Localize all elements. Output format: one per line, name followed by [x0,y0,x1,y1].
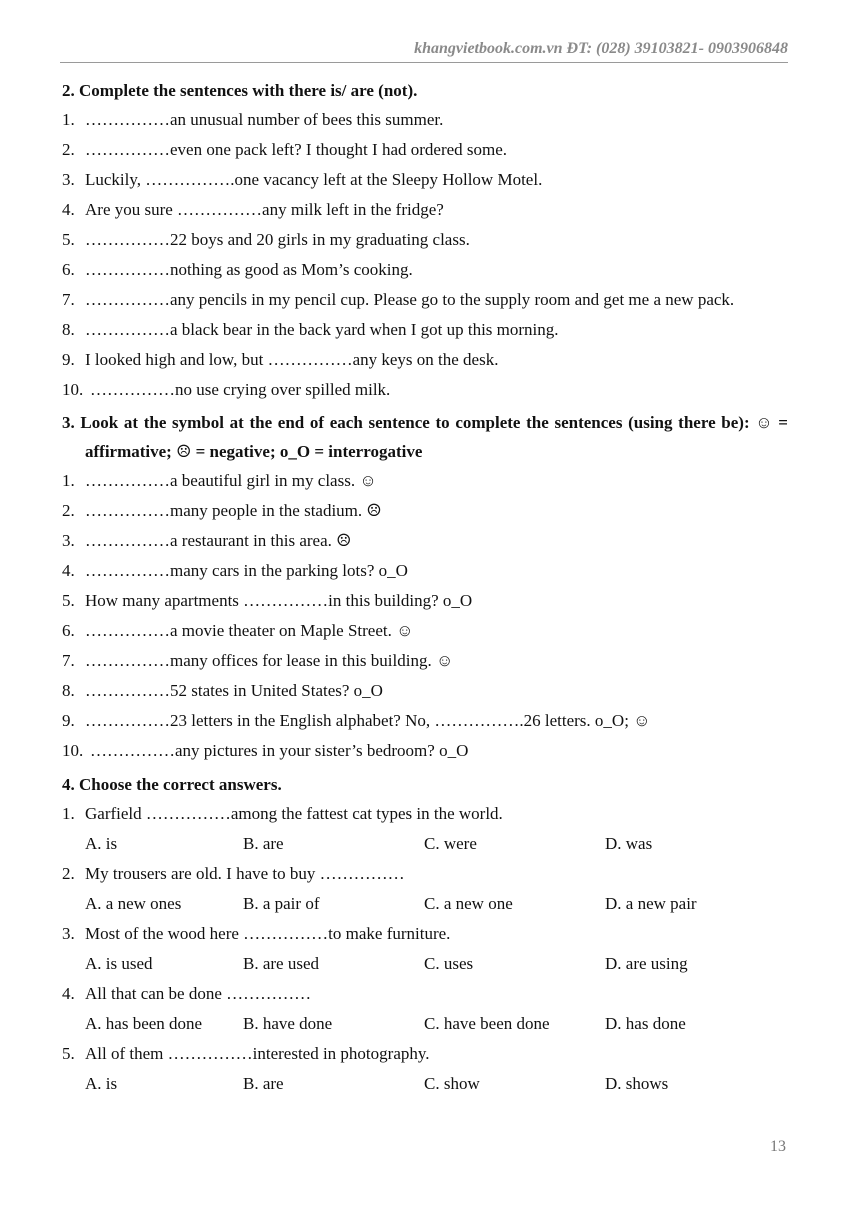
page-number: 13 [770,1138,786,1155]
list-item: 6. ……………nothing as good as Mom’s cooking. [62,260,413,279]
option-d: D. a new pair [605,894,697,913]
option-b: B. are [243,834,284,853]
question: 2. My trousers are old. I have to buy …………… [62,864,405,883]
option-a: A. a new ones [85,894,182,913]
option-a: A. is used [85,954,153,973]
worksheet-content [62,76,788,1099]
option-b: B. are [243,1074,284,1093]
list-item: 3. Luckily, …………….one vacancy left at the Sleepy Hollow Motel. [62,170,543,189]
list-item: 9. I looked high and low, but ……………any keys on the desk. [62,350,499,369]
option-b: B. are used [243,954,320,973]
option-a: A. is [85,834,118,853]
list-item: 8. ……………a black bear in the back yard when I got up this morning. [62,320,559,339]
question: 3. Most of the wood here ……………to make furniture. [62,924,451,943]
list-item: 3. ……………a restaurant in this area. ☹ [62,531,352,550]
section-2-list [62,105,788,405]
option-b: B. have done [243,1014,333,1033]
answer-options [62,1009,788,1039]
option-c: C. a new one [424,894,513,913]
option-d: D. has done [605,1014,686,1033]
list-item: 2. ……………even one pack left? I thought I had ordered some. [62,140,508,159]
answer-options [62,1069,788,1099]
list-item: 7. ……………many offices for lease in this building. ☺ [62,651,454,670]
list-item: 9. ……………23 letters in the English alphabet? No, …………….26 letters. o_O; ☺ [62,711,651,730]
section-4-title: 4. Choose the correct answers. [62,775,282,794]
section-3-title: 3. Look at the symbol at the end of each sentence to complete the sentences (using there be): ☺ = affirmative; ☹ = negative; o_O = interrogative [62,413,788,461]
list-item: 7. ……………any pencils in my pencil cup. Please go to the supply room and get me a new pack. [62,290,735,309]
question: 4. All that can be done …………… [62,984,312,1003]
section-2-title: 2. Complete the sentences with there is/ are (not). [62,81,418,100]
page-header [60,40,788,63]
option-c: C. have been done [424,1014,550,1033]
answer-options [62,949,788,979]
section-4-questions [62,799,788,1099]
option-d: D. was [605,834,653,853]
answer-options [62,829,788,859]
list-item: 5. How many apartments ……………in this building? o_O [62,591,473,610]
option-d: D. shows [605,1074,669,1093]
list-item: 6. ……………a movie theater on Maple Street. ☺ [62,621,414,640]
answer-options [62,889,788,919]
option-a: A. has been done [85,1014,203,1033]
option-c: C. uses [424,954,474,973]
option-a: A. is [85,1074,118,1093]
list-item: 4. Are you sure ……………any milk left in the fridge? [62,200,444,219]
list-item: 2. ……………many people in the stadium. ☹ [62,501,382,520]
option-c: C. show [424,1074,480,1093]
list-item: 4. ……………many cars in the parking lots? o_O [62,561,408,580]
question: 1. Garfield ……………among the fattest cat types in the world. [62,804,503,823]
list-item: 1. ……………a beautiful girl in my class. ☺ [62,471,377,490]
option-c: C. were [424,834,477,853]
option-d: D. are using [605,954,688,973]
list-item: 1. ……………an unusual number of bees this summer. [62,110,444,129]
header-text: khangvietbook.com.vn ĐT: (028) 39103821- 0903906848 [414,40,788,57]
list-item: 10. ……………no use crying over spilled milk. [62,380,391,399]
list-item: 8. ……………52 states in United States? o_O [62,681,383,700]
section-3-list [62,466,788,766]
question: 5. All of them ……………interested in photography. [62,1044,430,1063]
list-item: 10. ……………any pictures in your sister’s bedroom? o_O [62,741,469,760]
option-b: B. a pair of [243,894,320,913]
list-item: 5. ……………22 boys and 20 girls in my graduating class. [62,230,470,249]
